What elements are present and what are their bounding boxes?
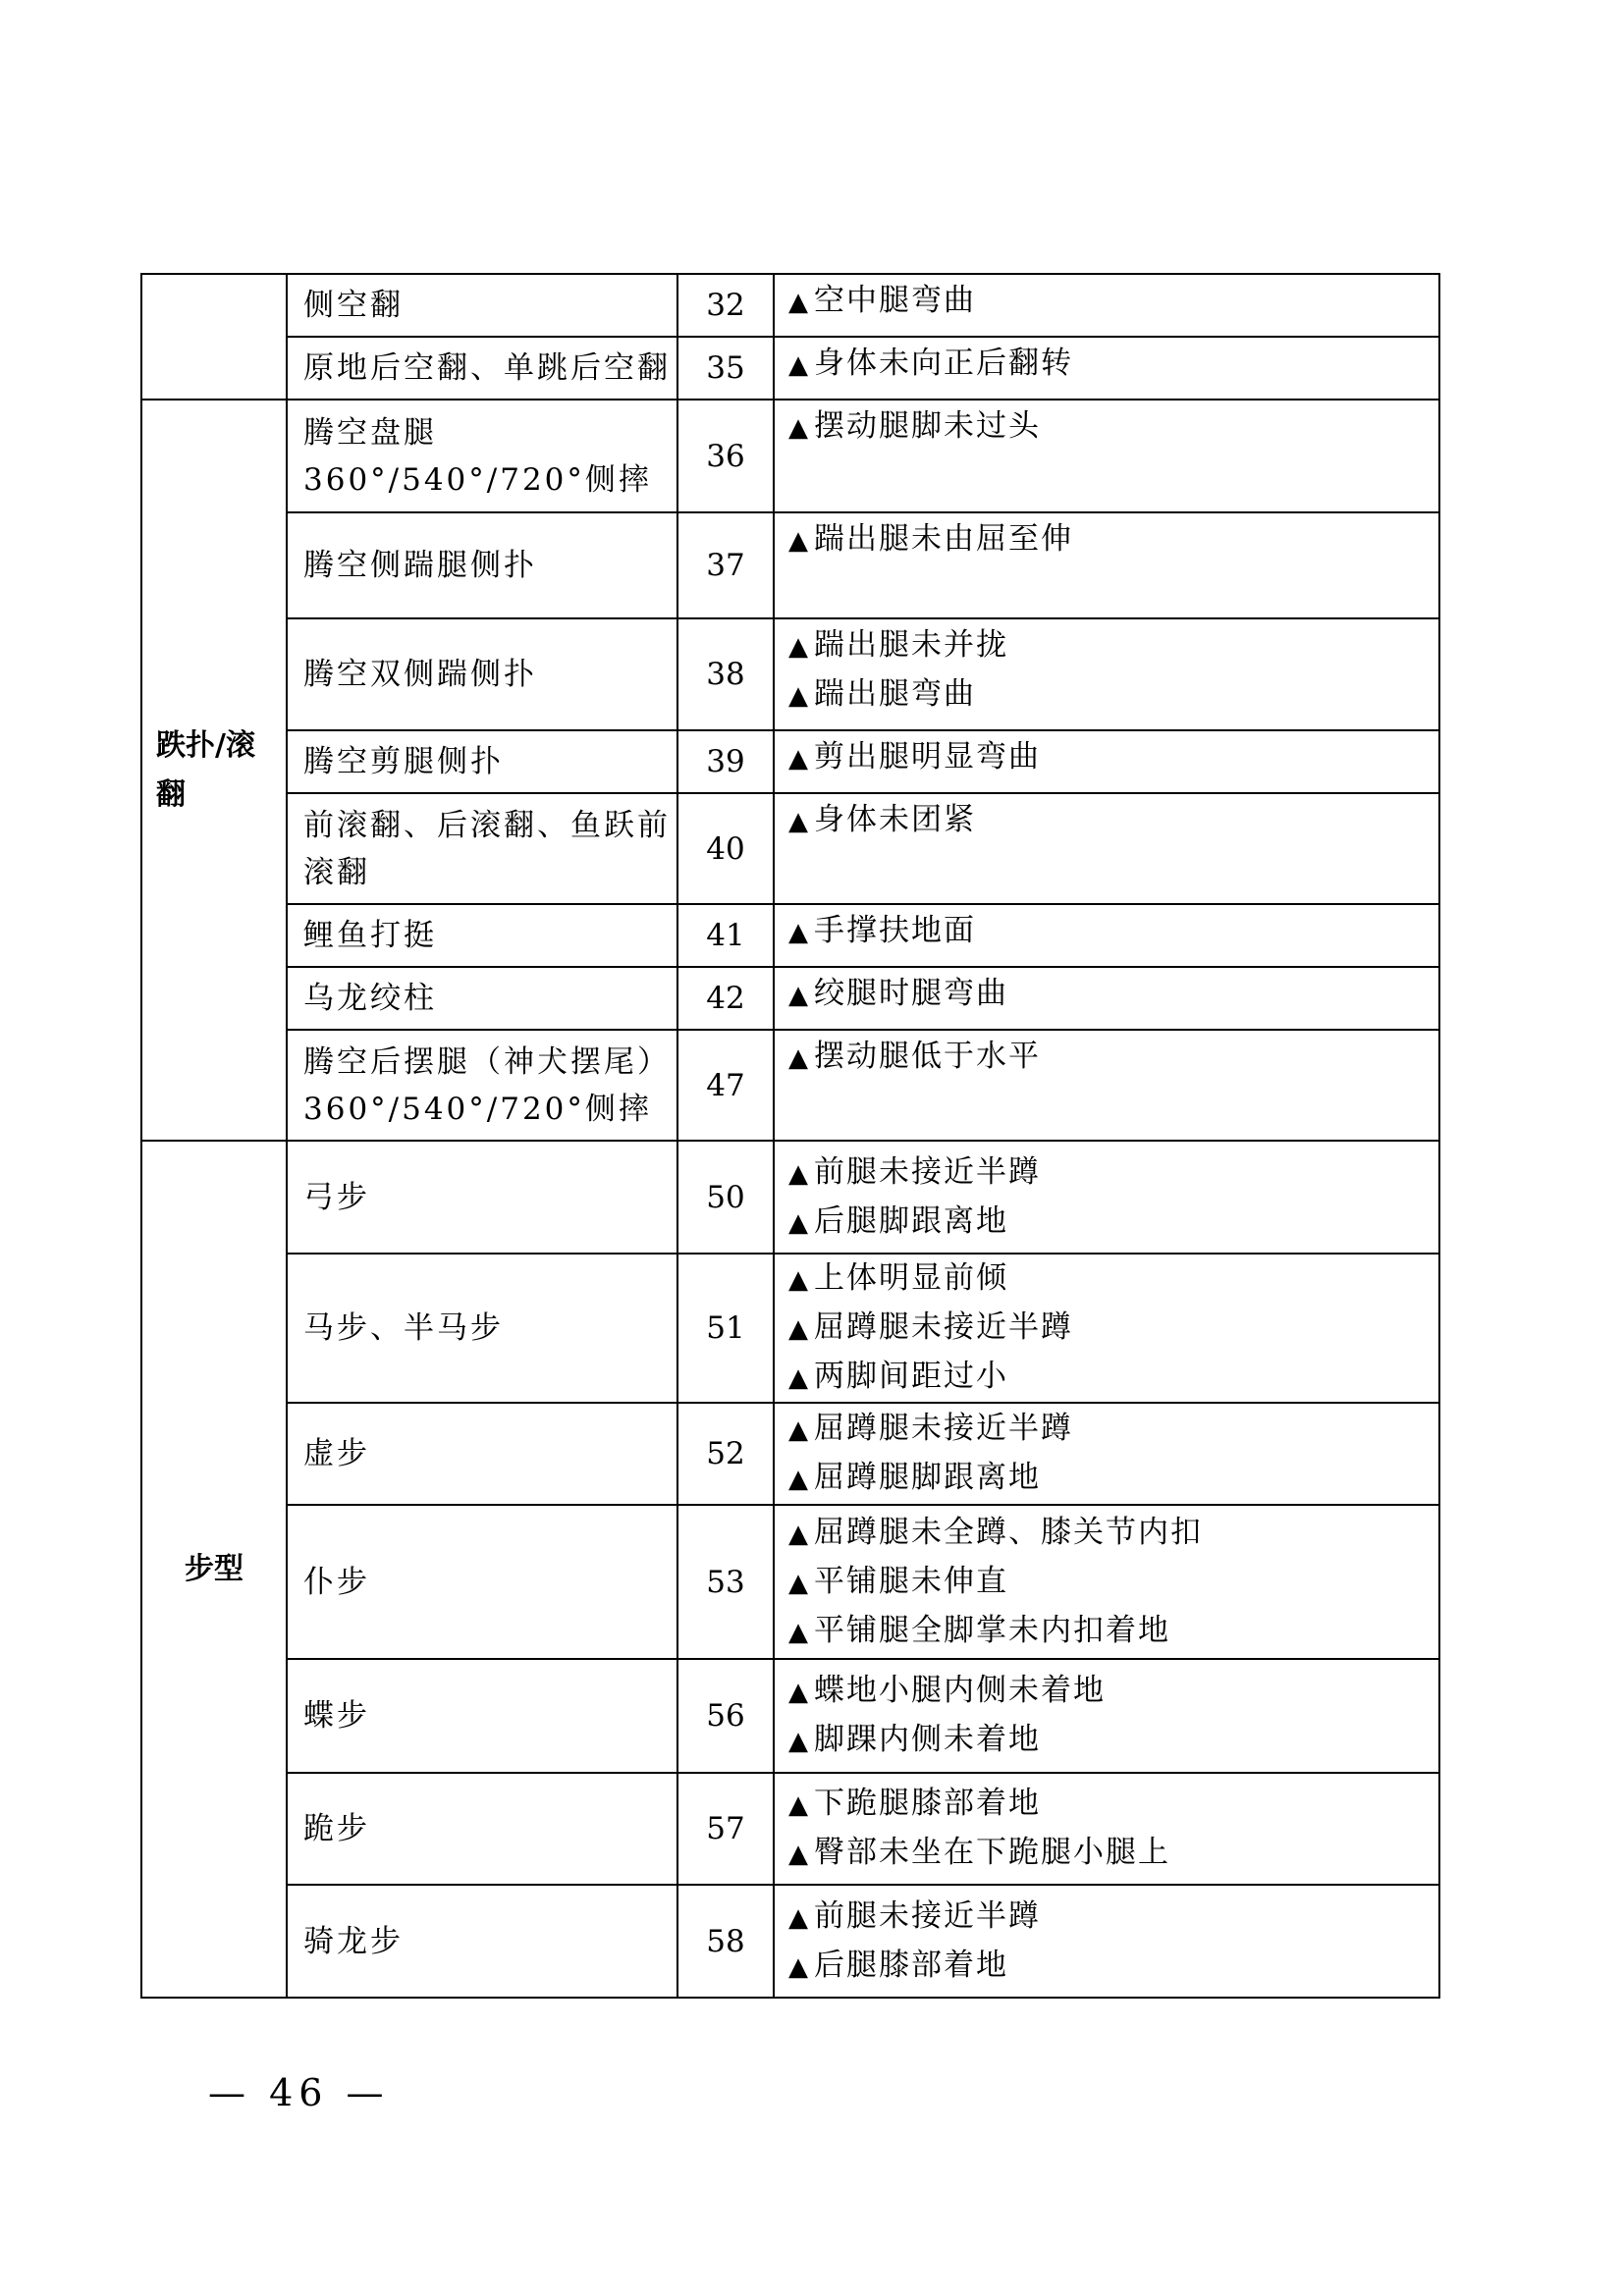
error-list: [774, 618, 1439, 730]
error-list: [774, 512, 1439, 618]
table-row: [141, 400, 1439, 512]
error-item: ▲ 踹出腿未由屈至伸: [788, 521, 1073, 557]
action-code: 58: [677, 1885, 774, 1998]
table-row: [141, 512, 1439, 618]
action-code: 56: [677, 1659, 774, 1773]
error-list: [774, 1403, 1439, 1505]
error-item: ▲ 手撑扶地面: [788, 913, 976, 948]
action-name: 腾空侧踹腿侧扑: [287, 512, 677, 618]
table-row: [141, 967, 1439, 1030]
action-name: 原地后空翻、单跳后空翻: [287, 337, 677, 400]
table-row: [141, 618, 1439, 730]
error-list: [774, 274, 1439, 337]
triangle-icon: ▲: [788, 632, 810, 662]
action-code: 53: [677, 1505, 774, 1659]
table-row: [141, 1030, 1439, 1141]
action-name: 腾空剪腿侧扑: [287, 730, 677, 793]
error-item: ▲ 蝶地小腿内侧未着地: [788, 1673, 1106, 1708]
error-item: ▲ 脚踝内侧未着地: [788, 1722, 1041, 1757]
triangle-icon: ▲: [788, 350, 810, 380]
triangle-icon: ▲: [788, 1363, 810, 1393]
action-name: 骑龙步: [287, 1885, 677, 1998]
error-item: ▲ 剪出腿明显弯曲: [788, 739, 1041, 774]
error-item: ▲ 绞腿时腿弯曲: [788, 976, 1008, 1011]
action-name: 侧空翻: [287, 274, 677, 337]
action-name: 腾空双侧踹侧扑: [287, 618, 677, 730]
action-name: 前滚翻、后滚翻、鱼跃前滚翻: [287, 793, 677, 904]
category-cell: 跌扑/滚翻: [141, 400, 287, 1141]
table-row: [141, 1885, 1439, 1998]
table-row: [141, 337, 1439, 400]
error-item: ▲ 屈蹲腿未接近半蹲: [788, 1309, 1073, 1345]
triangle-icon: ▲: [788, 1727, 810, 1756]
triangle-icon: ▲: [788, 744, 810, 774]
action-code: 36: [677, 400, 774, 512]
table-row: [141, 274, 1439, 337]
triangle-icon: ▲: [788, 1465, 810, 1494]
error-list: [774, 1141, 1439, 1254]
error-item: ▲ 后腿脚跟离地: [788, 1202, 1008, 1239]
action-code: 39: [677, 730, 774, 793]
triangle-icon: ▲: [788, 1415, 810, 1445]
error-list: [774, 337, 1439, 400]
table-row: [141, 1403, 1439, 1505]
action-name: 跪步: [287, 1773, 677, 1885]
triangle-icon: ▲: [788, 918, 810, 947]
triangle-icon: ▲: [788, 1678, 810, 1707]
triangle-icon: ▲: [788, 1790, 810, 1820]
category-cell: [141, 274, 287, 400]
action-name: 仆步: [287, 1505, 677, 1659]
action-code: 57: [677, 1773, 774, 1885]
error-item: ▲ 后腿膝部着地: [788, 1947, 1008, 1983]
table-row: [141, 1505, 1439, 1659]
error-item: ▲ 屈蹲腿未接近半蹲: [788, 1411, 1073, 1446]
action-code: 52: [677, 1403, 774, 1505]
table-row: [141, 1773, 1439, 1885]
triangle-icon: ▲: [788, 981, 810, 1010]
error-list: [774, 730, 1439, 793]
action-name: 腾空后摆腿（神犬摆尾）360°/540°/720°侧摔: [287, 1030, 677, 1141]
error-item: ▲ 上体明显前倾: [788, 1260, 1008, 1296]
error-list: [774, 1885, 1439, 1998]
triangle-icon: ▲: [788, 413, 810, 443]
table-row: [141, 1141, 1439, 1254]
action-name: 腾空盘腿 360°/540°/720°侧摔: [287, 400, 677, 512]
error-list: [774, 1659, 1439, 1773]
error-item: ▲ 踹出腿未并拢: [788, 627, 1008, 663]
action-code: 40: [677, 793, 774, 904]
action-code: 42: [677, 967, 774, 1030]
error-item: ▲ 屈蹲腿脚跟离地: [788, 1460, 1041, 1495]
action-code: 47: [677, 1030, 774, 1141]
triangle-icon: ▲: [788, 681, 810, 711]
triangle-icon: ▲: [788, 1043, 810, 1073]
action-code: 37: [677, 512, 774, 618]
error-item: ▲ 踹出腿弯曲: [788, 676, 976, 712]
error-item: ▲ 空中腿弯曲: [788, 283, 976, 318]
action-code: 32: [677, 274, 774, 337]
triangle-icon: ▲: [788, 1158, 810, 1189]
error-list: [774, 1254, 1439, 1403]
error-item: ▲ 平铺腿全脚掌未内扣着地: [788, 1612, 1170, 1648]
error-item: ▲ 屈蹲腿未全蹲、膝关节内扣: [788, 1514, 1203, 1550]
action-code: 35: [677, 337, 774, 400]
error-list: [774, 967, 1439, 1030]
triangle-icon: ▲: [788, 1314, 810, 1344]
error-list: [774, 904, 1439, 967]
action-name: 鲤鱼打挺: [287, 904, 677, 967]
category-cell: 步型: [141, 1141, 287, 1998]
action-code: 38: [677, 618, 774, 730]
triangle-icon: ▲: [788, 1207, 810, 1238]
action-code: 41: [677, 904, 774, 967]
triangle-icon: ▲: [788, 526, 810, 556]
triangle-icon: ▲: [788, 1902, 810, 1933]
error-list: [774, 793, 1439, 904]
triangle-icon: ▲: [788, 288, 810, 317]
error-item: ▲ 臀部未坐在下跪腿小腿上: [788, 1835, 1170, 1870]
error-item: ▲ 摆动腿低于水平: [788, 1039, 1041, 1074]
error-list: [774, 400, 1439, 512]
error-item: ▲ 身体未向正后翻转: [788, 346, 1073, 381]
error-item: ▲ 前腿未接近半蹲: [788, 1153, 1041, 1190]
error-item: ▲ 前腿未接近半蹲: [788, 1897, 1041, 1934]
triangle-icon: ▲: [788, 1265, 810, 1295]
table-row: [141, 730, 1439, 793]
error-item: ▲ 下跪腿膝部着地: [788, 1786, 1041, 1821]
action-name: 蝶步: [287, 1659, 677, 1773]
action-code: 50: [677, 1141, 774, 1254]
table-row: [141, 793, 1439, 904]
page-number: — 46 —: [208, 2071, 390, 2114]
error-item: ▲ 平铺腿未伸直: [788, 1563, 1008, 1599]
error-list: [774, 1773, 1439, 1885]
action-name: 乌龙绞柱: [287, 967, 677, 1030]
triangle-icon: ▲: [788, 1840, 810, 1869]
error-item: ▲ 摆动腿脚未过头: [788, 408, 1041, 444]
action-name: 弓步: [287, 1141, 677, 1254]
table-row: [141, 1659, 1439, 1773]
triangle-icon: ▲: [788, 1519, 810, 1549]
triangle-icon: ▲: [788, 1568, 810, 1598]
action-code: 51: [677, 1254, 774, 1403]
triangle-icon: ▲: [788, 1951, 810, 1982]
error-item: ▲ 两脚间距过小: [788, 1359, 1008, 1394]
triangle-icon: ▲: [788, 1617, 810, 1647]
table-row: [141, 904, 1439, 967]
triangle-icon: ▲: [788, 807, 810, 836]
error-item: ▲ 身体未团紧: [788, 802, 976, 837]
table-row: [141, 1254, 1439, 1403]
action-name: 虚步: [287, 1403, 677, 1505]
action-error-table: [140, 273, 1440, 1999]
action-name: 马步、半马步: [287, 1254, 677, 1403]
error-list: [774, 1505, 1439, 1659]
error-list: [774, 1030, 1439, 1141]
